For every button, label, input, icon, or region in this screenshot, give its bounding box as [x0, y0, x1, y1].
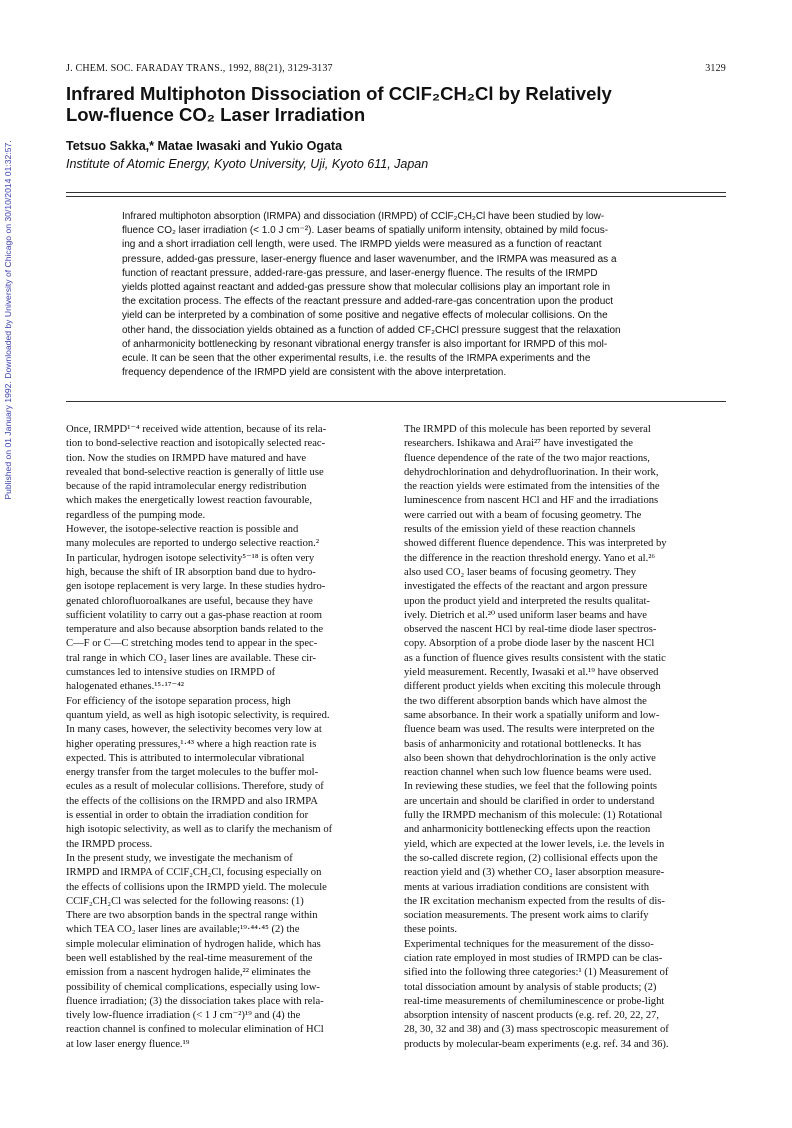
page-number: 3129 — [705, 63, 726, 74]
body-text-line: tion. Now the studies on IRMPD have matured and have — [66, 452, 307, 464]
body-text-line: were carried out with a beam of focusing geometry. The — [404, 509, 642, 521]
abstract-line: the excitation process. The effects of the reactant pressure and added-rare-gas concentration upon the product — [122, 296, 614, 308]
download-stamp-text: Published on 01 January 1992. Downloaded by University of Chicago on 30/10/2014 01:32:57. — [3, 140, 13, 500]
abstract-rule — [66, 401, 726, 402]
body-text-line: 28, 30, 32 and 38) and (3) mass spectroscopic measurement of — [404, 1024, 669, 1036]
body-text-line: real-time measurements of chemiluminescence or probe-light — [404, 995, 665, 1007]
body-text-line: fluence beam was used. The results were interpreted on the — [404, 724, 655, 736]
body-text-line: ively. Dietrich et al.²⁰ used uniform laser beams and have — [404, 609, 647, 621]
body-text-line: sociation measurements. The present work aims to clarify — [404, 910, 649, 922]
body-text-line: ecules as a result of molecular collisions. Therefore, study of — [66, 781, 324, 793]
abstract-line: ing and a short irradiation cell length, were used. The IRMPD yields were measured as a function of reactant — [122, 239, 602, 251]
abstract-line: pressure, added-gas pressure, laser-energy fluence and laser wavenumber, and the IRMPA was measured as a — [122, 253, 617, 265]
body-text-line: C—F or C—C stretching modes tend to appear in the spec- — [66, 638, 318, 650]
body-text-line: tral range in which CO₂ laser lines are available. These cir- — [66, 652, 317, 664]
body-text-line: basis of anharmonicity and rotational bottlenecks. It has — [404, 738, 642, 750]
body-text-line: IRMPD and IRMPA of CClF₂CH₂Cl, focusing especially on — [66, 867, 322, 879]
body-text-line: is essential in order to obtain the irradiation condition for — [66, 810, 309, 822]
body-text-line: reaction channel is confined to molecular elimination of HCl — [66, 1024, 324, 1036]
body-text-line: yield measurement. Recently, Iwasaki et al.¹⁹ have observed — [404, 667, 659, 679]
body-text-line: high isotopic selectivity, as well as to clarify the mechanism of — [66, 824, 333, 836]
body-text-line: dehydrochlorination and dehydrofluorination. In their work, — [404, 466, 659, 478]
body-text-line: high, because the shift of IR absorption band due to hydro- — [66, 566, 316, 578]
body-text-line: ments at various irradiation conditions are consistent with — [404, 881, 650, 893]
body-text-line: the so-called discrete region, (2) collisional effects upon the — [404, 852, 658, 864]
title-line-2: Low-fluence CO₂ Laser Irradiation — [66, 104, 366, 125]
body-text-line: For efficiency of the isotope separation process, high — [66, 695, 291, 707]
body-text-line: investigated the effects of the reactant and argon pressure — [404, 581, 648, 593]
body-text-line: which makes the energetically lowest reaction favourable, — [66, 495, 313, 507]
body-text-line: The IRMPD of this molecule has been reported by several — [404, 424, 651, 435]
body-text-line: the IR excitation mechanism expected from the results of dis- — [404, 895, 665, 907]
body-text-line: different product yields when exciting this molecule through — [404, 681, 661, 693]
body-text-line: results of the emission yield of these reaction channels — [404, 524, 636, 536]
body-text-line: Once, IRMPD¹⁻⁴ received wide attention, because of its rela- — [66, 424, 327, 435]
affiliation: Institute of Atomic Energy, Kyoto University, Uji, Kyoto 611, Japan — [66, 157, 429, 171]
download-stamp — [0, 40, 16, 600]
body-text-line: the difference in the reaction threshold energy. Yano et al.²⁶ — [404, 552, 656, 564]
body-text-line: and anharmonicity bottlenecking effects upon the reaction — [404, 824, 651, 836]
abstract-line: yield can be interpreted by a combination of some positive and negative effects of molecular collisions. On the — [122, 310, 608, 322]
header-rule-bottom — [66, 196, 726, 197]
body-text-line: the effects of the collisions on the IRMPD and also IRMPA — [66, 795, 318, 807]
body-text-line: cumstances led to intensive studies on IRMPD of — [66, 667, 276, 679]
body-text-line: In many cases, however, the selectivity becomes very low at — [66, 724, 322, 736]
body-column-left — [66, 423, 388, 1052]
body-text-line: upon the product yield and interpreted the results qualitat- — [404, 595, 650, 607]
body-text-line: sified into the following three categories:¹ (1) Measurement of — [404, 967, 669, 979]
body-text-line: yield, which are expected at the lower levels, i.e. the levels in — [404, 838, 665, 850]
body-text-line: In reviewing these studies, we feel that the following points — [404, 781, 658, 793]
body-text-line: simple molecular elimination of hydrogen halide, which has — [66, 938, 321, 950]
journal-citation: J. CHEM. SOC. FARADAY TRANS., 1992, 88(21), 3129-3137 — [66, 63, 333, 74]
body-text-line: emission from a nascent hydrogen halide,²² eliminates the — [66, 967, 311, 979]
article-title — [66, 83, 726, 125]
body-text-line: also used CO₂ laser beams of focusing geometry. They — [404, 566, 636, 578]
body-text-line: reaction channel when such low fluence beams were used. — [404, 767, 652, 779]
body-text-line: showed different fluence dependence. This was interpreted by — [404, 538, 667, 550]
body-text-line: In particular, hydrogen isotope selectivity⁵⁻¹⁸ is often very — [66, 552, 315, 564]
body-text-line: products by molecular-beam experiments (e.g. ref. 34 and 36). — [404, 1038, 669, 1050]
body-text-line: There are two absorption bands in the spectral range within — [66, 910, 318, 922]
body-text-line: fluence dependence of the rate of the two major reactions, — [404, 452, 650, 464]
body-text-line: reaction yield and (3) whether CO₂ laser absorption measure- — [404, 867, 665, 879]
body-text-line: copy. Absorption of a probe diode laser by the nascent HCl — [404, 638, 655, 650]
body-text-line: fluence irradiation; (3) the dissociation takes place with rela- — [66, 995, 324, 1007]
body-text-line: the two different absorption bands which have almost the — [404, 695, 647, 707]
abstract-line: ecule. It can be seen that the other experimental results, i.e. the results of the IRMPA experiments and the — [122, 353, 591, 365]
body-text-line: energy transfer from the target molecules to the buffer mol- — [66, 767, 319, 779]
abstract-line: other hand, the dissociation yields obtained as a function of added CF₂CHCl pressure suggest that the relaxation — [122, 324, 621, 336]
body-text-line: In the present study, we investigate the mechanism of — [66, 852, 293, 864]
body-text-line: also been shown that dehydrochlorination is the only active — [404, 752, 656, 764]
author-list: Tetsuo Sakka,* Matae Iwasaki and Yukio Ogata — [66, 139, 343, 153]
body-text-line: However, the isotope-selective reaction is possible and — [66, 524, 299, 536]
body-text-line: sufficient volatility to carry out a gas-phase reaction at room — [66, 609, 323, 621]
body-text-line: observed the nascent HCl by real-time diode laser spectros- — [404, 624, 657, 636]
body-text-line: the effects of collisions upon the IRMPD yield. The molecule — [66, 881, 327, 893]
title-line-1: Infrared Multiphoton Dissociation of CClF₂CH₂Cl by Relatively — [66, 83, 612, 104]
body-text-line: the IRMPD process. — [66, 838, 153, 850]
abstract-line: frequency dependence of the IRMPD yield are consistent with the above interpretation. — [122, 367, 507, 379]
body-text-line: regardless of the pumping mode. — [66, 509, 206, 521]
body-text-line: CClF₂CH₂Cl was selected for the following reasons: (1) — [66, 895, 304, 907]
body-text-line: the reaction yields were estimated from the intensities of the — [404, 481, 660, 493]
body-text-line: temperature and also because absorption bands related to the — [66, 624, 324, 636]
body-text-line: ciation rate employed in most studies of IRMPD can be clas- — [404, 952, 663, 964]
body-text-line: these points. — [404, 924, 457, 936]
body-text-line: because of the rapid intramolecular energy redistribution — [66, 481, 307, 493]
body-text-line: been well established by the real-time measurement of the — [66, 952, 313, 964]
body-text-line: total dissociation amount by analysis of stable products; (2) — [404, 981, 657, 993]
body-text-line: absorption intensity of nascent products (e.g. ref. 20, 22, 27, — [404, 1010, 660, 1022]
body-text-line: Experimental techniques for the measurement of the disso- — [404, 938, 654, 950]
body-text-line: halogenated ethanes.¹⁵·¹⁷⁻⁴² — [66, 681, 184, 693]
body-text-line: higher operating pressures,¹·⁴³ where a high reaction rate is — [66, 738, 317, 750]
header-rule-top — [66, 192, 726, 193]
body-text-line: at low laser energy fluence.¹⁹ — [66, 1038, 190, 1050]
body-text-line: genated chlorofluoroalkanes are useful, because they have — [66, 595, 313, 607]
body-text-line: are uncertain and should be clarified in order to understand — [404, 795, 655, 807]
abstract-line: function of reactant pressure, added-rare-gas pressure, and laser-energy fluence. The results of the IRMPD — [122, 267, 598, 279]
body-column-right — [404, 423, 726, 1052]
body-text-line: tion to bond-selective reaction and isotopically selected reac- — [66, 438, 326, 450]
body-text-line: possibility of chemical complications, especially using low- — [66, 981, 320, 993]
body-text-line: many molecules are reported to undergo selective reaction.² — [66, 538, 320, 550]
abstract-line: yields plotted against reactant and added-gas pressure show that molecular collisions play an important role in — [122, 282, 611, 294]
body-text-line: fully the IRMPD mechanism of this molecule: (1) Rotational — [404, 810, 663, 822]
body-text-line: which TEA CO₂ laser lines are available;¹⁹·⁴⁴·⁴⁵ (2) the — [66, 924, 300, 936]
body-text-line: revealed that bond-selective reaction is generally of little use — [66, 466, 324, 478]
running-head — [66, 63, 726, 77]
body-text-line: tively low-fluence irradiation (< 1 J cm⁻²)¹⁹ and (4) the — [66, 1010, 301, 1022]
abstract-line: of anharmonicity bottlenecking by resonant vibrational energy transfer is also important for IRMPD of this mol- — [122, 338, 608, 350]
body-text-line: gen isotope replacement is very large. In these studies hydro- — [66, 581, 326, 593]
body-text-line: as a function of fluence gives results consistent with the static — [404, 652, 666, 664]
body-text-line: same absorbance. In their work a spatially uniform and low- — [404, 709, 660, 721]
body-text-line: researchers. Ishikawa and Arai²⁷ have investigated the — [404, 438, 633, 450]
abstract — [122, 210, 726, 380]
abstract-line: fluence CO₂ laser irradiation (< 1.0 J cm⁻²). Laser beams of spatially uniform intensity, obtained by mild focus- — [122, 225, 609, 237]
body-text-line: quantum yield, as well as high isotopic selectivity, is required. — [66, 709, 330, 721]
body-text-line: expected. This is attributed to intermolecular vibrational — [66, 752, 305, 764]
body-text-line: luminescence from nascent HCl and HF and the irradiations — [404, 495, 659, 507]
abstract-line: Infrared multiphoton absorption (IRMPA) and dissociation (IRMPD) of CClF₂CH₂Cl have been studied by low- — [122, 211, 605, 222]
